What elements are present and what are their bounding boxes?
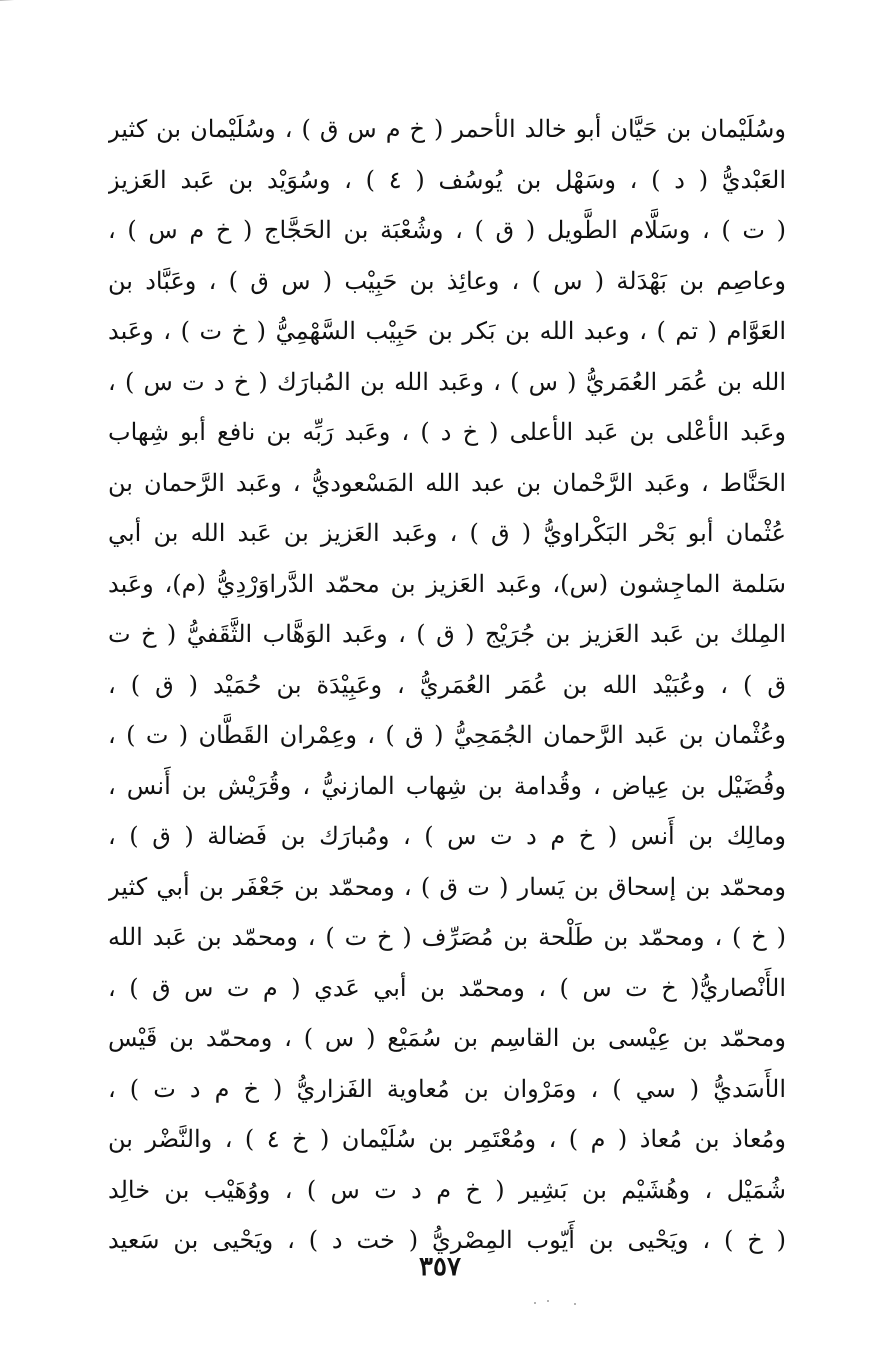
body-text — [108, 104, 786, 1266]
scan-speck — [574, 1303, 576, 1305]
scan-speck — [534, 1302, 536, 1304]
scan-edge-mark — [0, 0, 60, 9]
text-line: ومحمّد بن إسحاق بن يَسار ( ت ق ) ، ومحمّد بن جَعْفَر بن أبي كثير — [108, 872, 786, 901]
text-line: الأَسَديُّ ( سي ) ، ومَرْوان بن مُعاوية الفَزاريُّ ( خ م د ت ) ، — [108, 1074, 786, 1103]
text-line: العَبْديُّ ( د ) ، وسَهْل بن يُوسُف ( ٤ ) ، وسُوَيْد بن عَبد العَزيز — [108, 165, 786, 194]
page-number: ٣٥٧ — [419, 1252, 461, 1282]
text-line: المِلك بن عَبد العَزيز بن جُرَيْج ( ق ) ، وعَبد الوَهَّاب الثَّقَفيُّ ( خ ت — [108, 620, 786, 648]
text-line: ( خ ) ، ومحمّد بن طَلْحة بن مُصَرِّف ( خ ت ) ، ومحمّد بن عَبد الله — [108, 923, 786, 951]
text-line: وفُضَيْل بن عِياض ، وقُدامة بن شِهاب المازنيُّ ، وقُرَيْش بن أَنس ، — [108, 771, 786, 800]
text-line: وسُلَيْمان بن حَيَّان أبو خالد الأحمر ( خ م س ق ) ، وسُلَيْمان بن كثير — [108, 115, 786, 143]
text-line: الأَنْصاريُّ( خ ت س ) ، ومحمّد بن أبي عَدي ( م ت س ق ) ، — [108, 973, 786, 1002]
text-line: ( ت ) ، وسَلَّام الطَّويل ( ق ) ، وشُعْبَة بن الحَجَّاج ( خ م س ) ، — [108, 216, 786, 244]
text-line: الله بن عُمَر العُمَريُّ ( س ) ، وعَبد الله بن المُبارَك ( خ د ت س ) ، — [108, 367, 786, 396]
text-line: ( خ ) ، ويَحْيى بن أَيّوب المِصْريُّ ( خت د ) ، ويَحْيى بن سَعيد — [108, 1226, 786, 1254]
text-line: ق ) ، وعُبَيْد الله بن عُمَر العُمَريُّ ، وعَبِيْدَة بن حُمَيْد ( ق ) ، — [108, 670, 786, 699]
text-line: عُثْمان أبو بَحْر البَكْراويُّ ( ق ) ، وعَبد العَزيز بن عَبد الله بن أبي — [108, 519, 786, 547]
text-line: شُمَيْل ، وهُشَيْم بن بَشِير ( خ م د ت س ) ، ووُهَيْب بن خالِد — [108, 1175, 786, 1204]
text-line: ومحمّد بن عِيْسى بن القاسِم بن سُمَيْع ( س ) ، ومحمّد بن قَيْس — [108, 1024, 786, 1052]
text-line: وعاصِم بن بَهْدَلة ( س ) ، وعائِذ بن حَبِيْب ( س ق ) ، وعَبَّاد بن — [108, 266, 786, 295]
scan-speck — [547, 1300, 549, 1302]
text-line: ومالِك بن أَنس ( خ م د ت س ) ، ومُبارَك بن فَضالة ( ق ) ، — [108, 822, 786, 850]
text-line: ومُعاذ بن مُعاذ ( م ) ، ومُعْتَمِر بن سُلَيْمان ( خ ٤ ) ، والنَّضْر بن — [108, 1125, 786, 1153]
text-line: وعُثْمان بن عَبد الرَّحمان الجُمَحِيُّ ( ق ) ، وعِمْران القَطَّان ( ت ) ، — [108, 721, 786, 749]
text-line: سَلمة الماجِشون (س)، وعَبد العَزيز بن محمّد الدَّراوَرْدِيُّ (م)، وعَبد — [108, 569, 786, 598]
text-line: الحَنَّاط ، وعَبد الرَّحْمان بن عبد الله المَسْعوديُّ ، وعَبد الرَّحمان بن — [108, 468, 786, 497]
text-line: العَوَّام ( تم ) ، وعبد الله بن بَكر بن حَبِيْب السَّهْمِيُّ ( خ ت ) ، وعَبد — [108, 317, 786, 345]
text-line: وعَبد الأعْلى بن عَبد الأعلى ( خ د ) ، وعَبد رَبِّه بن نافع أبو شِهاب — [108, 418, 786, 446]
